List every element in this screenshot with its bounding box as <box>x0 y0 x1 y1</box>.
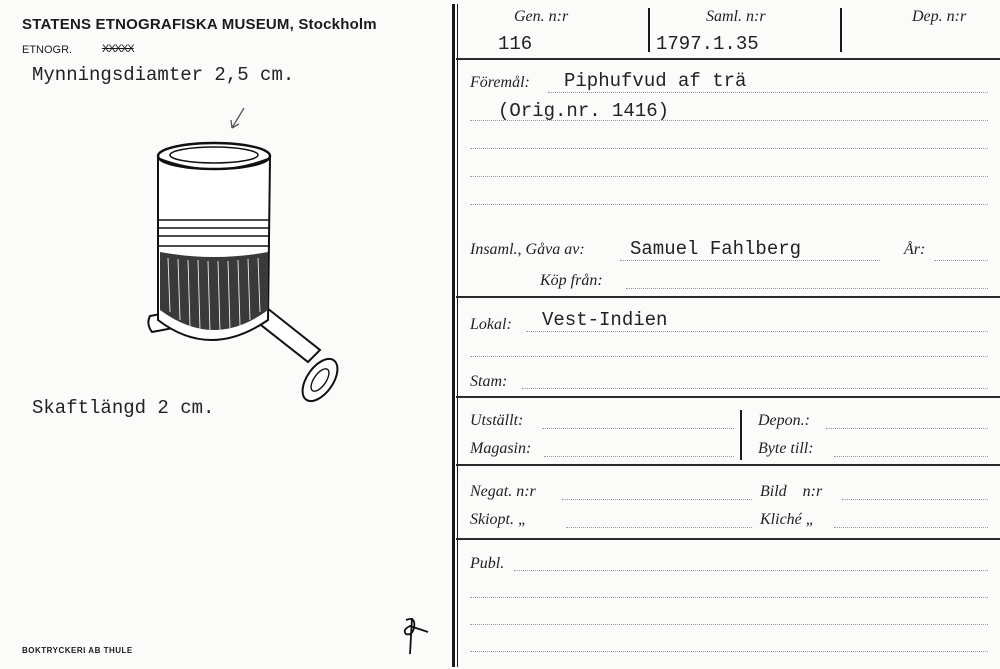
byte-label: Byte till: <box>758 440 814 457</box>
pipe-head-drawing <box>140 100 350 410</box>
skiopt-label: Skiopt. „ <box>470 511 527 528</box>
dotted-line <box>470 651 988 652</box>
dotted-line <box>542 428 734 429</box>
saml-dep-separator <box>840 8 842 52</box>
rule-2 <box>456 296 1000 298</box>
publ-label: Publ. <box>470 555 505 572</box>
dotted-line <box>834 456 988 457</box>
struck-text: XXXXX <box>102 43 134 55</box>
printer-imprint: BOKTRYCKERI AB THULE <box>22 646 133 655</box>
dotted-line <box>826 428 988 429</box>
depon-label: Depon.: <box>758 412 810 429</box>
signature-mark <box>398 614 434 656</box>
saml-value: 1797.1.35 <box>656 33 759 55</box>
dotted-line <box>526 331 988 332</box>
dotted-line <box>562 499 752 500</box>
insaml-label: Insaml., Gåva av: <box>470 241 585 258</box>
dotted-line <box>470 120 988 121</box>
dotted-line <box>470 148 988 149</box>
dotted-line <box>566 527 752 528</box>
etnogr-label: ETNOGR. <box>22 44 73 56</box>
saml-label: Saml. n:r <box>706 8 766 25</box>
rule-5 <box>456 538 1000 540</box>
gen-value: 116 <box>498 33 533 55</box>
storage-separator <box>740 410 742 460</box>
dep-label: Dep. n:r <box>912 8 967 25</box>
gen-saml-separator <box>648 8 650 52</box>
foremal-value: Piphufvud af trä <box>564 70 747 92</box>
kop-label: Köp från: <box>540 272 603 289</box>
dotted-line <box>548 92 988 93</box>
dotted-line <box>470 204 988 205</box>
dotted-line <box>620 260 880 261</box>
lokal-value: Vest-Indien <box>542 309 668 331</box>
shaft-length-note: Skaftlängd 2 cm. <box>32 397 215 419</box>
divider-left <box>452 4 455 667</box>
bild-label: Bild n:r <box>760 483 823 500</box>
museum-header: STATENS ETNOGRAFISKA MUSEUM, Stockholm <box>22 16 377 33</box>
dotted-line <box>470 356 988 357</box>
orig-number: (Orig.nr. 1416) <box>498 100 670 122</box>
dotted-line <box>470 597 988 598</box>
stam-label: Stam: <box>470 373 508 390</box>
gen-label: Gen. n:r <box>514 8 569 25</box>
rule-4 <box>456 464 1000 466</box>
ar-label: År: <box>904 241 926 258</box>
rule-3 <box>456 396 1000 398</box>
dotted-line <box>470 176 988 177</box>
dotted-line <box>522 388 988 389</box>
rule-1 <box>456 58 1000 60</box>
dotted-line <box>514 570 988 571</box>
dotted-line <box>834 527 988 528</box>
lokal-label: Lokal: <box>470 316 512 333</box>
kliche-label: Kliché „ <box>760 511 815 528</box>
negat-label: Negat. n:r <box>470 483 536 500</box>
dotted-line <box>626 288 988 289</box>
dotted-line <box>544 456 734 457</box>
utstallt-label: Utställt: <box>470 412 524 429</box>
dotted-line <box>470 624 988 625</box>
dotted-line <box>842 499 988 500</box>
divider-left-thin <box>457 4 458 667</box>
magasin-label: Magasin: <box>470 440 532 457</box>
dotted-line <box>934 260 988 261</box>
diameter-note: Mynningsdiamter 2,5 cm. <box>32 64 295 86</box>
insaml-value: Samuel Fahlberg <box>630 238 802 260</box>
foremal-label: Föremål: <box>470 74 530 91</box>
